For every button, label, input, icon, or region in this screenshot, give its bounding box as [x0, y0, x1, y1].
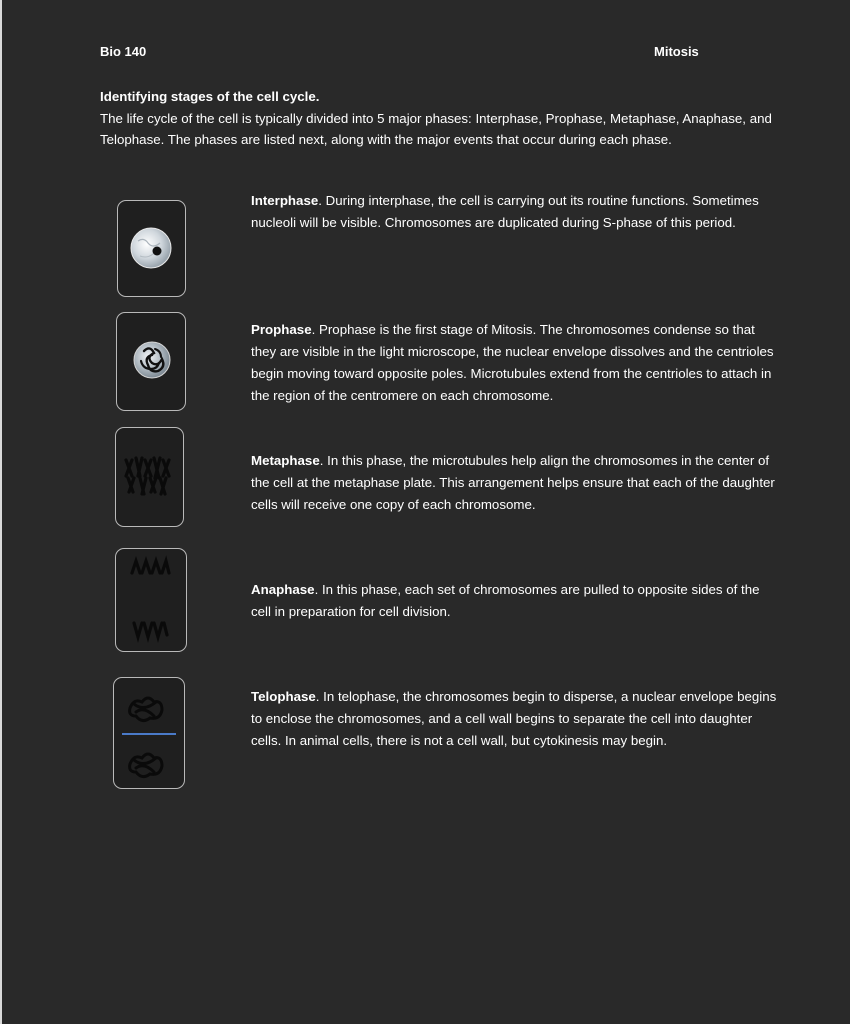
- interphase-name: Interphase: [251, 193, 319, 208]
- prophase-text: [251, 319, 781, 407]
- metaphase-drawing: [116, 428, 183, 526]
- anaphase-name: Anaphase: [251, 582, 315, 597]
- telophase-description: . In telophase, the chromosomes begin to disperse, a nuclear envelope begins to enclose the chromosomes, and a cell wall begins to separate the cell into daughter cells. In animal cells, there is not a cell wall, but cytokinesis may begin.: [251, 689, 777, 748]
- metaphase-description: . In this phase, the microtubules help align the chromosomes in the center of the cell at the metaphase plate. This arrangement helps ensure that each of the daughter cells will receive one copy of each chromosome.: [251, 453, 775, 512]
- anaphase-text: [251, 579, 781, 623]
- metaphase-text: [251, 450, 781, 516]
- interphase-cell-icon: [117, 200, 186, 297]
- metaphase-cell-icon: [115, 427, 184, 527]
- intro-title: Identifying stages of the cell cycle.: [100, 89, 320, 104]
- course-header: Bio 140: [100, 44, 147, 59]
- intro-body: The life cycle of the cell is typically divided into 5 major phases: Interphase, Prophase, Metaphase, Anaphase, and Telophase. The phases are listed next, along with the major events that occur during each phase.: [100, 110, 772, 147]
- topic-header: Mitosis: [654, 44, 699, 59]
- interphase-text: [251, 190, 781, 234]
- anaphase-cell-icon: [115, 548, 187, 652]
- telophase-cell-icon: [113, 677, 185, 789]
- anaphase-description: . In this phase, each set of chromosomes are pulled to opposite sides of the cell in preparation for cell division.: [251, 582, 760, 619]
- prophase-drawing: [117, 313, 185, 410]
- metaphase-name: Metaphase: [251, 453, 320, 468]
- prophase-name: Prophase: [251, 322, 312, 337]
- intro-section: [100, 86, 780, 151]
- anaphase-drawing: [116, 549, 186, 651]
- interphase-drawing: [118, 201, 185, 296]
- prophase-cell-icon: [116, 312, 186, 411]
- interphase-description: . During interphase, the cell is carrying out its routine functions. Sometimes nucleoli will be visible. Chromosomes are duplicated during S-phase of this period.: [251, 193, 759, 230]
- telophase-drawing: [114, 678, 184, 788]
- telophase-name: Telophase: [251, 689, 316, 704]
- prophase-description: . Prophase is the first stage of Mitosis. The chromosomes condense so that they are visible in the light microscope, the nuclear envelope dissolves and the centrioles begin moving toward opposite poles. Microtubules extend from the centrioles to attach in the region of the centromere on each chromosome.: [251, 322, 774, 403]
- telophase-text: [251, 686, 781, 752]
